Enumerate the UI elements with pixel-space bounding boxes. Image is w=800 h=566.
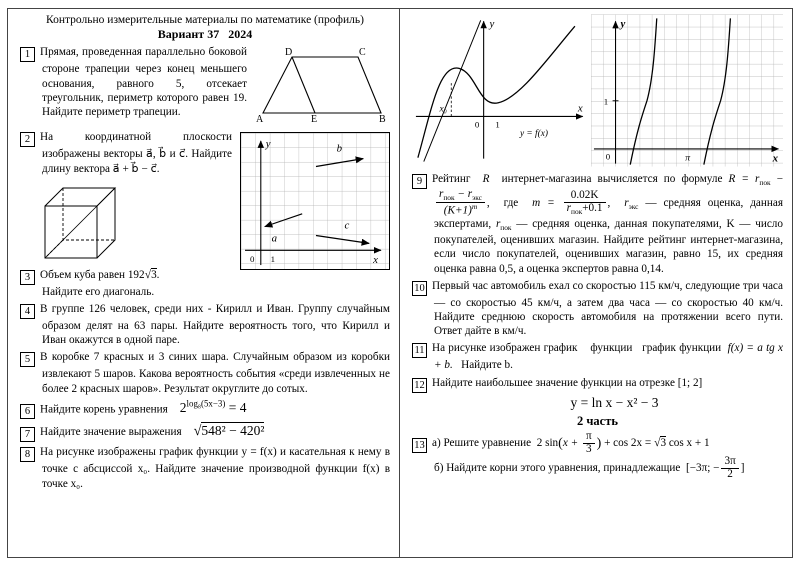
vertex-c-label: C [359,47,366,59]
close-paren: ) [596,435,602,451]
axis-x-label: x [373,254,378,267]
fraction-m-denominator [564,203,606,216]
radicand: 3 [151,268,157,281]
sub-pok: пок [443,193,455,203]
problem-12-number: 12 [412,378,427,393]
problem-6-formula [180,400,247,415]
problem-1-number: 1 [20,47,35,62]
sub-eks: экс [472,193,482,203]
var-R: R [482,173,490,185]
part-2-heading: 2 часть [577,413,618,428]
axis-y-label: y [489,18,495,31]
problem-12-formula: y = ln x − x² − 3 [570,394,659,410]
problem-4-text: В группе 126 человек, среди них - Кирилл и Иван. Группу случайным образом делят на 63 пары. Найдите вероятность того, что Кирилл и Иван окажутся в одной паре. [40,303,390,347]
sub-pok: пок [759,178,771,188]
radicand: 548² − 420² [201,423,265,439]
problem-10-text: Первый час автомобиль ехал со скоростью 115 км/ч, следующие три часа — со скоростью 45 км/ч, а затем два часа — со скоростью 40 км/ч. Найдите среднюю скорость автомобиля на протяжении всего пути. Ответ дайте в км/ч. [432,279,783,338]
formula-lhs: R = r [728,173,760,185]
problem-13-number: 13 [412,438,427,453]
var-r-pok: r [495,218,501,231]
problem-7-formula [194,423,265,438]
problem-13a-text: а) Решите уравнение 2 sin [432,436,559,449]
fraction-numerator: π [583,431,595,444]
m-equals: m = [532,196,562,209]
figure-derivative-graph [412,13,591,163]
vector-a-label: a⃗ [271,232,286,245]
figures-row [412,13,783,168]
page-frame [7,8,793,558]
axis-x-label: x [577,102,583,115]
figure-trapezoid [255,45,390,123]
unit-label: 1 [270,254,276,265]
problem-7-number: 7 [20,427,35,442]
equation-middle: + cos 2x = [601,436,654,449]
formula-exponent: log₈(5x−3) [186,398,226,409]
right-column [400,9,792,557]
vertex-a-label: A [256,114,264,124]
problem-4-number: 4 [20,304,35,319]
left-column [8,9,400,557]
figure-tangent-graph [591,13,783,168]
problem-9-intro: Рейтинг [432,173,483,185]
problem-10-number: 10 [412,281,427,296]
problem-3-text-2: Найдите его диагональ. [42,285,155,298]
radical-sign: √ [144,267,152,281]
pi-label: π [684,152,690,164]
interval-open: [−3π; − [685,462,720,475]
problem-11-formula: f(x) = a tg x + b. [434,342,783,372]
origin-label: 0 [249,254,255,265]
problem-4 [20,302,390,347]
problem-12-text: Найдите наибольшее значение функции на отрезке [1; 2] [432,376,703,389]
comma: , [607,196,625,209]
var-r: r [566,202,572,215]
radicand: 3 [660,436,667,449]
sub-pok: пок [571,207,583,217]
fraction-m-numerator: 0.02K [564,190,606,203]
unit-label: 1 [495,119,500,130]
problem-1 [20,45,390,127]
problem-10 [412,279,783,339]
fraction-denominator: 2 [727,468,733,480]
axis-x-label: x [772,152,778,165]
axis-y-label: y [620,18,625,31]
x0-label: x₀ [439,104,447,115]
problem-3-text-1: Объем куба равен 192 [40,268,145,281]
problem-6 [20,399,390,420]
sub-pok: пок [500,223,512,233]
problem-5-text: В коробке 7 красных и 3 синих шара. Случайным образом из коробки извлекают 5 шаров. Какова вероятность события «среди извлеченных не более 2 красных шаров». Результат округлите до сотых. [40,351,390,395]
den-base: (K+1) [443,204,472,217]
page-title: Контрольно измерительные материалы по математике (профиль) [46,14,364,26]
problem-12 [412,376,783,411]
minus-sign: − [770,173,783,185]
vertex-e-label: E [311,114,318,124]
header [20,13,390,42]
problem-7 [20,422,390,442]
vertex-d-label: D [285,47,293,59]
curve-label: y = f(x) [519,129,548,140]
vector-c-label: c⃗ [344,219,358,232]
problem-9 [412,172,783,276]
period: . [156,268,160,281]
problem-8 [20,445,390,490]
problem-9-tail: — средняя оценка, данная покупателями, K — число покупателей, оценивших магазин. Найдите рейтинг интернет-магазина, если число покупателей, оценивших магазин, равно 15, их средняя оценка равна 0,5, а оценка экспертов равна 0,14. [434,218,783,275]
problem-3-number: 3 [20,270,35,285]
problem-11-text: На рисунке изображен график функции график функции [432,342,728,355]
problem-3 [20,268,390,299]
open-paren: ( [558,435,563,451]
variant-title: Вариант 37 2024 [157,27,253,42]
sub-eks: экс [628,202,639,212]
var-r2: − r [454,188,473,200]
origin-label: 0 [605,151,610,162]
problem-11 [412,341,783,372]
formula-base: 2 [179,400,187,416]
figure-cube [38,179,123,261]
fraction-pi-3 [583,431,595,456]
den-tail: +0.1 [582,202,603,215]
vertex-b-label: B [379,114,386,124]
vector-b-label: b⃗ [336,143,351,156]
fraction-numerator: 3π [721,456,738,469]
fraction-numerator [436,189,485,203]
problem-5-number: 5 [20,352,35,367]
fraction-rating [436,189,485,217]
problem-7-text: Найдите значение выражения [40,426,182,439]
problem-11-number: 11 [412,343,427,358]
fraction-3pi-2 [721,456,738,481]
radical-sign: √ [193,423,202,440]
problem-9-number: 9 [412,174,427,189]
var-r-eks: r [624,196,629,209]
problem-13 [412,431,783,481]
problem-8-number: 8 [20,447,35,462]
problem-9-intro2: интернет-магазина вычисляется по формуле [489,173,729,185]
origin-label: 0 [474,119,480,130]
problem-6-number: 6 [20,404,35,419]
experts-text: — средняя оценка, данная экспертами, [434,196,783,231]
den-exp: m [471,201,478,211]
problem-2-number: 2 [20,132,35,147]
problem-1-text: Прямая, проведенная параллельно боковой стороне трапеции через конец меньшего основания, равного 5, отсекает треугольник, периметр которого равен 19. Найдите периметр трапеции. [40,46,247,119]
var-x: x + [562,436,581,449]
radical-sign: √ [653,435,661,449]
problem-6-text: Найдите корень уравнения [40,403,168,416]
axis-y-label: y [265,138,271,151]
problems-2-3-group [20,130,390,299]
problem-11-question: Найдите b. [452,359,513,372]
problem-13b [434,456,783,481]
where-text: , где [486,196,533,209]
problem-5 [20,350,390,395]
interval-close: ] [740,462,745,475]
problem-2-text: На координатной плоскости изображены векторы a⃗, b⃗ и c⃗. Найдите длину вектора a⃗ + b⃗ − c⃗. [40,131,232,175]
problem-8-text: На рисунке изображены график функции y = f(x) и касательная к нему в точке с абсциссой x₀. Найдите значение производной функции f(x) в точке x₀. [40,446,390,490]
problem-13b-text: б) Найдите корни этого уравнения, принадлежащие [434,462,686,475]
problem-2 [20,130,390,175]
equation-tail: cos x + 1 [666,436,710,449]
formula-rhs: = 4 [225,400,247,416]
fraction-m [564,190,606,216]
unit-label: 1 [603,96,608,107]
fraction-denominator [436,203,485,217]
fraction-denominator: 3 [585,442,592,455]
var-r: r [439,188,444,200]
